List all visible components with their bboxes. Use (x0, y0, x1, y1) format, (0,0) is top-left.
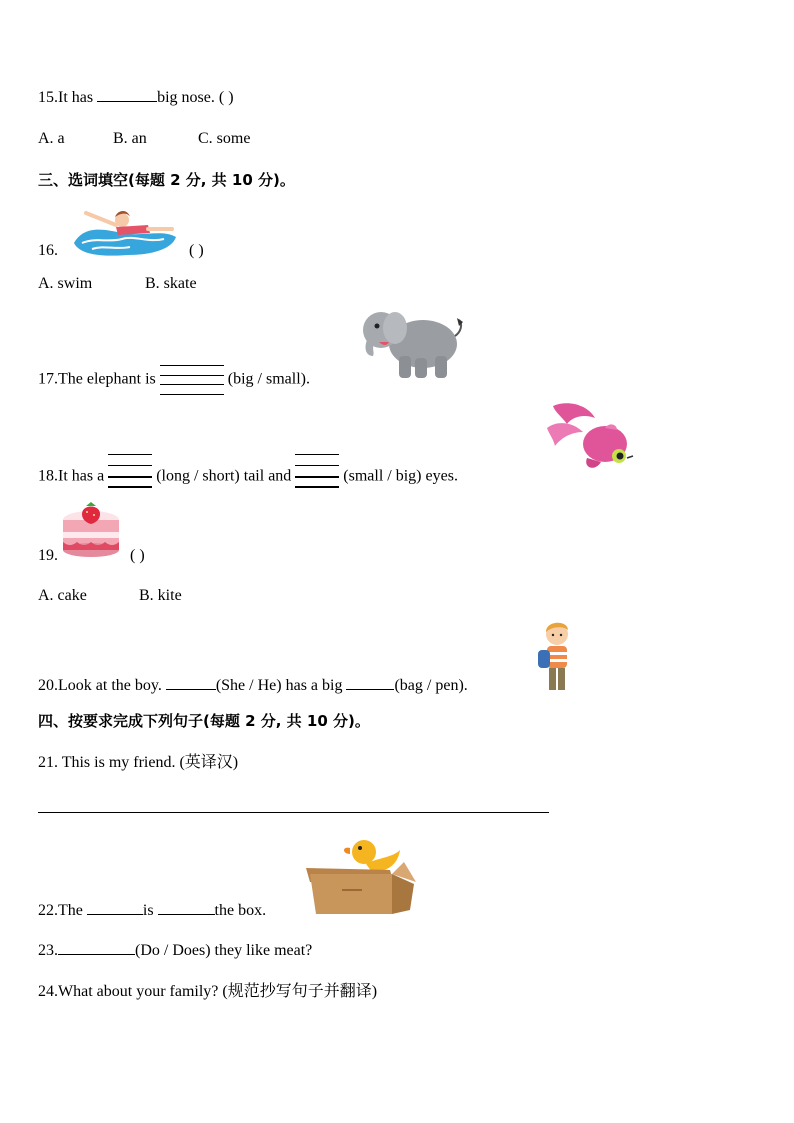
goldfish-icon (543, 398, 635, 474)
question-15-options (38, 129, 250, 149)
answer-blank[interactable] (346, 675, 394, 690)
option-b[interactable]: B. an (113, 130, 147, 147)
answer-blank[interactable] (166, 675, 216, 690)
option-a[interactable]: A. swim (38, 275, 93, 292)
handwriting-lines[interactable] (295, 454, 339, 488)
option-b[interactable]: B. skate (145, 275, 197, 292)
answer-blank[interactable] (87, 900, 143, 915)
answer-blank[interactable] (58, 940, 135, 955)
question-20: 20.Look at the boy. (She / He) has a big (bag / pen). (38, 677, 468, 694)
question-16-paren[interactable]: ( ) (189, 242, 204, 259)
section-3-heading: 三、选词填空(每题 2 分, 共 10 分)。 (38, 171, 295, 189)
question-19: 19. (38, 547, 58, 564)
question-21: 21. This is my friend. (英译汉) (38, 754, 239, 771)
duck-in-box-icon (302, 830, 416, 916)
section-4-heading: 四、按要求完成下列句子(每题 2 分, 共 10 分)。 (38, 712, 370, 730)
question-24: 24.What about your family? (规范抄写句子并翻译) (38, 983, 378, 1000)
question-18: 18.It has a (long / short) tail and (small / big) eyes. (38, 460, 458, 494)
answer-blank[interactable] (158, 900, 215, 915)
handwriting-lines[interactable] (108, 454, 152, 488)
question-23: 23. (Do / Does) they like meat? (38, 942, 313, 959)
answer-blank[interactable] (97, 87, 157, 102)
question-22: 22.The is the box. (38, 902, 267, 919)
question-16: 16. (38, 242, 58, 259)
question-17: 17.The elephant is (big / small). (38, 364, 310, 396)
question-16-options (38, 274, 197, 294)
option-a[interactable]: A. cake (38, 587, 87, 604)
option-c[interactable]: C. some (198, 130, 251, 147)
elephant-icon (355, 306, 467, 380)
girl-swimming-icon (72, 203, 178, 259)
question-19-paren[interactable]: ( ) (130, 547, 145, 564)
question-19-options (38, 586, 182, 606)
answer-line[interactable] (38, 812, 549, 813)
option-b[interactable]: B. kite (139, 587, 182, 604)
strawberry-cake-icon (60, 498, 122, 558)
question-15: 15.It has big nose. ( ) (38, 89, 234, 106)
option-a[interactable]: A. a (38, 130, 65, 147)
boy-with-backpack-icon (536, 620, 576, 692)
handwriting-lines[interactable] (160, 364, 224, 396)
